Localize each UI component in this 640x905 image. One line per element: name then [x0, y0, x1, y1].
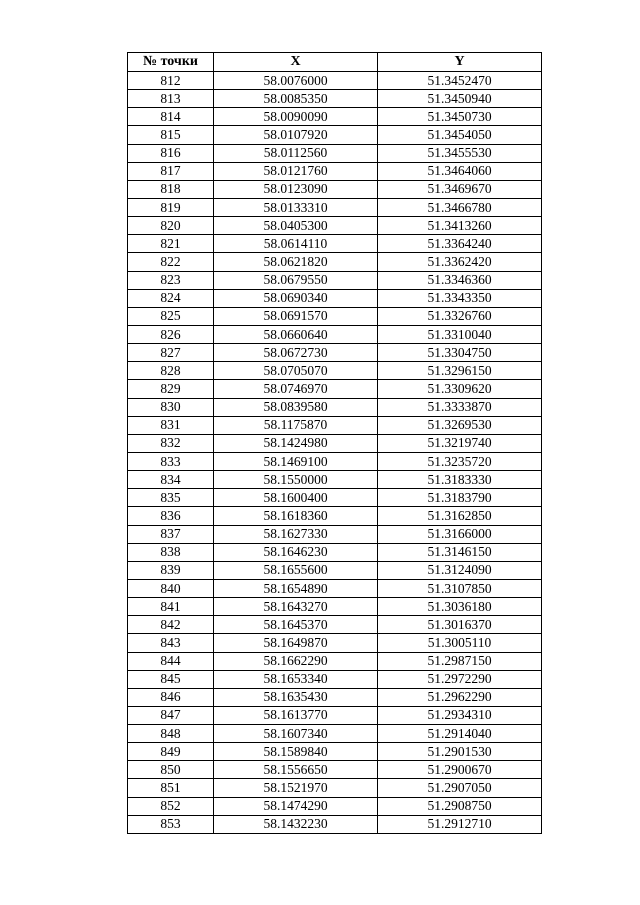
cell-x: 58.0672730 [214, 344, 378, 362]
cell-y: 51.3343350 [378, 289, 542, 307]
cell-point-number: 835 [128, 489, 214, 507]
cell-y: 51.2912710 [378, 815, 542, 833]
cell-y: 51.3455530 [378, 144, 542, 162]
cell-point-number: 848 [128, 725, 214, 743]
cell-point-number: 845 [128, 670, 214, 688]
cell-x: 58.1635430 [214, 688, 378, 706]
cell-y: 51.3124090 [378, 561, 542, 579]
coordinates-table [127, 52, 542, 834]
cell-x: 58.0112560 [214, 144, 378, 162]
cell-x: 58.1521970 [214, 779, 378, 797]
cell-x: 58.1627330 [214, 525, 378, 543]
cell-x: 58.1474290 [214, 797, 378, 815]
cell-y: 51.3466780 [378, 198, 542, 216]
table-row [128, 126, 542, 144]
cell-point-number: 822 [128, 253, 214, 271]
table-row [128, 489, 542, 507]
cell-x: 58.1550000 [214, 471, 378, 489]
table-row [128, 688, 542, 706]
cell-y: 51.3413260 [378, 217, 542, 235]
cell-point-number: 820 [128, 217, 214, 235]
cell-point-number: 841 [128, 598, 214, 616]
cell-point-number: 816 [128, 144, 214, 162]
cell-point-number: 831 [128, 416, 214, 434]
cell-point-number: 851 [128, 779, 214, 797]
cell-x: 58.1654890 [214, 579, 378, 597]
cell-x: 58.0614110 [214, 235, 378, 253]
table-row [128, 598, 542, 616]
cell-x: 58.1600400 [214, 489, 378, 507]
table-row [128, 289, 542, 307]
column-header-point-number: № точки [128, 53, 214, 72]
table-row [128, 761, 542, 779]
table-row [128, 743, 542, 761]
table-row [128, 235, 542, 253]
cell-point-number: 833 [128, 452, 214, 470]
table-row [128, 434, 542, 452]
cell-y: 51.2908750 [378, 797, 542, 815]
cell-x: 58.0690340 [214, 289, 378, 307]
table-row [128, 725, 542, 743]
table-body [128, 72, 542, 834]
table-row [128, 416, 542, 434]
cell-x: 58.1175870 [214, 416, 378, 434]
cell-y: 51.3362420 [378, 253, 542, 271]
cell-point-number: 823 [128, 271, 214, 289]
cell-x: 58.0133310 [214, 198, 378, 216]
cell-point-number: 824 [128, 289, 214, 307]
cell-point-number: 815 [128, 126, 214, 144]
cell-y: 51.2914040 [378, 725, 542, 743]
cell-y: 51.3450940 [378, 90, 542, 108]
table-row [128, 507, 542, 525]
table-row [128, 217, 542, 235]
table-row [128, 815, 542, 833]
cell-x: 58.0405300 [214, 217, 378, 235]
table-row [128, 344, 542, 362]
cell-point-number: 837 [128, 525, 214, 543]
cell-y: 51.3005110 [378, 634, 542, 652]
cell-point-number: 850 [128, 761, 214, 779]
table-row [128, 471, 542, 489]
cell-y: 51.3183330 [378, 471, 542, 489]
cell-point-number: 818 [128, 180, 214, 198]
cell-point-number: 827 [128, 344, 214, 362]
cell-point-number: 817 [128, 162, 214, 180]
table-row [128, 90, 542, 108]
table-row [128, 779, 542, 797]
cell-x: 58.0621820 [214, 253, 378, 271]
table-row [128, 362, 542, 380]
cell-x: 58.1618360 [214, 507, 378, 525]
cell-x: 58.0090090 [214, 108, 378, 126]
cell-x: 58.1556650 [214, 761, 378, 779]
table-row [128, 525, 542, 543]
cell-y: 51.3326760 [378, 307, 542, 325]
table-row [128, 144, 542, 162]
table-row [128, 325, 542, 343]
cell-x: 58.1607340 [214, 725, 378, 743]
cell-y: 51.3464060 [378, 162, 542, 180]
table-row [128, 180, 542, 198]
table-row [128, 72, 542, 90]
cell-y: 51.2987150 [378, 652, 542, 670]
cell-point-number: 814 [128, 108, 214, 126]
cell-x: 58.1649870 [214, 634, 378, 652]
table-row [128, 162, 542, 180]
table-row [128, 634, 542, 652]
table-row [128, 543, 542, 561]
cell-y: 51.3162850 [378, 507, 542, 525]
cell-x: 58.0123090 [214, 180, 378, 198]
cell-x: 58.0076000 [214, 72, 378, 90]
table-row [128, 706, 542, 724]
cell-y: 51.2962290 [378, 688, 542, 706]
table-row [128, 579, 542, 597]
cell-point-number: 840 [128, 579, 214, 597]
cell-y: 51.3269530 [378, 416, 542, 434]
cell-point-number: 819 [128, 198, 214, 216]
cell-point-number: 846 [128, 688, 214, 706]
cell-y: 51.3364240 [378, 235, 542, 253]
table-row [128, 307, 542, 325]
cell-x: 58.1613770 [214, 706, 378, 724]
cell-y: 51.3166000 [378, 525, 542, 543]
table-row [128, 108, 542, 126]
cell-point-number: 844 [128, 652, 214, 670]
cell-point-number: 812 [128, 72, 214, 90]
table-row [128, 561, 542, 579]
table-header-row [128, 53, 542, 72]
cell-y: 51.2900670 [378, 761, 542, 779]
cell-y: 51.3450730 [378, 108, 542, 126]
cell-y: 51.3309620 [378, 380, 542, 398]
cell-x: 58.1469100 [214, 452, 378, 470]
cell-point-number: 813 [128, 90, 214, 108]
cell-x: 58.1643270 [214, 598, 378, 616]
table-row [128, 198, 542, 216]
cell-x: 58.0121760 [214, 162, 378, 180]
cell-y: 51.3469670 [378, 180, 542, 198]
table-row [128, 253, 542, 271]
table-row [128, 616, 542, 634]
table-row [128, 271, 542, 289]
cell-x: 58.1662290 [214, 652, 378, 670]
cell-point-number: 853 [128, 815, 214, 833]
cell-x: 58.0085350 [214, 90, 378, 108]
cell-y: 51.3333870 [378, 398, 542, 416]
column-header-x: X [214, 53, 378, 72]
table-row [128, 398, 542, 416]
cell-x: 58.0746970 [214, 380, 378, 398]
cell-point-number: 821 [128, 235, 214, 253]
cell-point-number: 839 [128, 561, 214, 579]
table-row [128, 670, 542, 688]
cell-point-number: 852 [128, 797, 214, 815]
cell-point-number: 849 [128, 743, 214, 761]
cell-x: 58.0679550 [214, 271, 378, 289]
cell-point-number: 834 [128, 471, 214, 489]
table-row [128, 452, 542, 470]
cell-y: 51.2972290 [378, 670, 542, 688]
cell-point-number: 828 [128, 362, 214, 380]
cell-y: 51.3452470 [378, 72, 542, 90]
cell-point-number: 830 [128, 398, 214, 416]
cell-y: 51.3219740 [378, 434, 542, 452]
cell-x: 58.0705070 [214, 362, 378, 380]
cell-x: 58.1589840 [214, 743, 378, 761]
cell-point-number: 838 [128, 543, 214, 561]
cell-point-number: 829 [128, 380, 214, 398]
cell-x: 58.1424980 [214, 434, 378, 452]
table-row [128, 652, 542, 670]
cell-y: 51.3146150 [378, 543, 542, 561]
cell-y: 51.2907050 [378, 779, 542, 797]
column-header-y: Y [378, 53, 542, 72]
cell-x: 58.1646230 [214, 543, 378, 561]
cell-x: 58.1653340 [214, 670, 378, 688]
cell-point-number: 843 [128, 634, 214, 652]
cell-y: 51.3016370 [378, 616, 542, 634]
cell-x: 58.0660640 [214, 325, 378, 343]
cell-x: 58.0691570 [214, 307, 378, 325]
cell-point-number: 825 [128, 307, 214, 325]
cell-y: 51.3235720 [378, 452, 542, 470]
cell-point-number: 836 [128, 507, 214, 525]
cell-x: 58.1655600 [214, 561, 378, 579]
cell-x: 58.1645370 [214, 616, 378, 634]
cell-point-number: 826 [128, 325, 214, 343]
cell-y: 51.3296150 [378, 362, 542, 380]
cell-point-number: 847 [128, 706, 214, 724]
cell-x: 58.0107920 [214, 126, 378, 144]
cell-y: 51.2901530 [378, 743, 542, 761]
cell-y: 51.3107850 [378, 579, 542, 597]
cell-y: 51.2934310 [378, 706, 542, 724]
cell-point-number: 842 [128, 616, 214, 634]
cell-y: 51.3304750 [378, 344, 542, 362]
cell-x: 58.1432230 [214, 815, 378, 833]
cell-y: 51.3454050 [378, 126, 542, 144]
cell-point-number: 832 [128, 434, 214, 452]
table-row [128, 797, 542, 815]
cell-y: 51.3310040 [378, 325, 542, 343]
cell-x: 58.0839580 [214, 398, 378, 416]
cell-y: 51.3346360 [378, 271, 542, 289]
cell-y: 51.3183790 [378, 489, 542, 507]
table-row [128, 380, 542, 398]
cell-y: 51.3036180 [378, 598, 542, 616]
